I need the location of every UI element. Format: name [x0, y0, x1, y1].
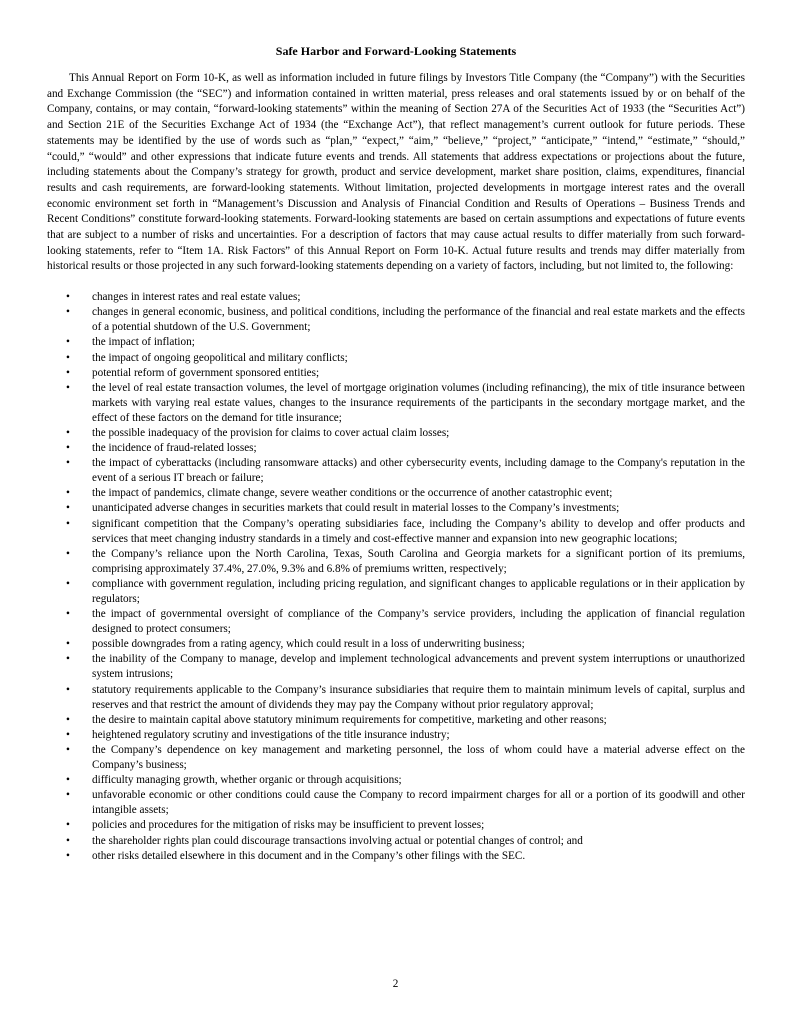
list-item	[47, 441, 745, 456]
list-item-text: the level of real estate transaction volumes, the level of mortgage origination volumes (including refinancing), the mix of title insurance between markets with varying real estate values, changes to the insurance requirements of the participants in the secondary mortgage market, and the effect of these factors on the demand for title insurance;	[92, 381, 745, 424]
bullet-icon: •	[66, 291, 70, 304]
list-item	[47, 683, 745, 713]
bullet-icon: •	[66, 713, 70, 726]
list-item	[47, 849, 745, 864]
list-item-text: changes in general economic, business, and political conditions, including the performance of the financial and real estate markets and the effects of a potential shutdown of the U.S. Government;	[92, 306, 745, 334]
document-page	[47, 43, 745, 864]
list-item-text: the incidence of fraud-related losses;	[92, 442, 257, 455]
list-item	[47, 290, 745, 305]
list-item-text: heightened regulatory scrutiny and investigations of the title insurance industry;	[92, 728, 450, 741]
bullet-icon: •	[66, 487, 70, 500]
list-item-text: the Company’s dependence on key management and marketing personnel, the loss of whom could have a material adverse effect on the Company’s business;	[92, 743, 745, 772]
list-item-text: significant competition that the Company’s operating subsidiaries face, including the Company’s ability to develop and offer products and services that meet changing industry standards in a timely and cost-effective manner and expansion into new geographic locations;	[92, 517, 745, 545]
list-item	[47, 834, 745, 849]
bullet-icon: •	[66, 426, 70, 439]
section-title: Safe Harbor and Forward-Looking Statements	[275, 44, 517, 58]
intro-paragraph: This Annual Report on Form 10-K, as well as information included in future filings by Investors Title Company (the “Company”) with the Securities and Exchange Commission (the “SEC”) and information contained in written material, press releases and oral statements issued by or on behalf of the Company, contains, or may contain, “forward-looking statements” within the meaning of Section 27A of the Securities Act of 1933 (the “Securities Act”) and Section 21E of the Securities Exchange Act of 1934 (the “Exchange Act”), that reflect management’s current outlook for future periods. These statements may be identified by the use of words such as “plan,” “expect,” “aim,” “believe,” “project,” “anticipate,” “intend,” “estimate,” “should,” “could,” “would” and other expressions that indicate future events and trends. All statements that address expectations or projections about the future, including statements about the Company’s strategy for growth, product and service development, market share position, claims, expenditures, financial results and cash requirements, are forward-looking statements. Without limitation, projected developments in mortgage interest rates and the overall economic environment set forth in “Management’s Discussion and Analysis of Financial Condition and Results of Operations – Business Trends and Recent Conditions” constitute forward-looking statements. Forward-looking statements are based on certain assumptions and expectations of future events that are subject to a number of risks and uncertainties. For a description of factors that may cause actual results to differ materially from such forward-looking statements, refer to “Item 1A. Risk Factors” of this Annual Report on Form 10-K. Actual future results and trends may differ materially from historical results or those projected in any such forward-looking statements depending on a variety of factors, including, but not limited to, the following:	[47, 72, 745, 273]
list-item-text: unfavorable economic or other conditions could cause the Company to record impairment charges for all or a portion of its goodwill and other intangible assets;	[92, 789, 745, 817]
bullet-icon: •	[66, 743, 70, 756]
bullet-icon: •	[66, 849, 70, 862]
list-item-text: the impact of governmental oversight of compliance of the Company’s service providers, including the application of financial regulation designed to protect consumers;	[92, 608, 745, 636]
list-item	[47, 728, 745, 743]
list-item-text: possible downgrades from a rating agency, which could result in a loss of underwriting business;	[92, 638, 525, 651]
list-item	[47, 607, 745, 637]
risk-factor-list	[47, 290, 745, 864]
list-item	[47, 366, 745, 381]
bullet-icon: •	[66, 608, 70, 621]
list-item-text: unanticipated adverse changes in securities markets that could result in material losses to the Company’s investments;	[92, 502, 620, 515]
list-item-text: the impact of ongoing geopolitical and military conflicts;	[92, 351, 348, 364]
bullet-icon: •	[66, 517, 70, 530]
list-item-text: the desire to maintain capital above statutory minimum requirements for competitive, marketing and other reasons;	[92, 713, 607, 726]
list-item-text: the impact of inflation;	[92, 336, 195, 349]
list-item-text: compliance with government regulation, including pricing regulation, and significant changes to applicable regulations or in their application by regulators;	[92, 577, 745, 606]
list-item	[47, 456, 745, 486]
list-item	[47, 652, 745, 682]
list-item	[47, 637, 745, 652]
list-item-text: the shareholder rights plan could discourage transactions involving actual or potential changes of control; and	[92, 834, 583, 847]
list-item-text: the Company’s reliance upon the North Carolina, Texas, South Carolina and Georgia markets for a significant portion of its premiums, comprising approximately 37.4%, 27.0%, 9.3% and 6.8% of premiums written, respectively;	[92, 547, 745, 575]
bullet-icon: •	[66, 653, 70, 666]
list-item	[47, 426, 745, 441]
list-item	[47, 773, 745, 788]
list-item	[47, 486, 745, 501]
page-number: 2	[392, 978, 399, 990]
bullet-icon: •	[66, 442, 70, 455]
bullet-icon: •	[66, 502, 70, 515]
bullet-icon: •	[66, 381, 70, 394]
list-item-text: the inability of the Company to manage, develop and implement technological advancements and prevent system interruptions or unauthorized system intrusions;	[92, 653, 745, 681]
bullet-icon: •	[66, 638, 70, 651]
bullet-icon: •	[66, 336, 70, 349]
list-item	[47, 713, 745, 728]
bullet-icon: •	[66, 834, 70, 847]
list-item	[47, 501, 745, 516]
list-item	[47, 818, 745, 833]
bullet-icon: •	[66, 306, 70, 319]
list-item	[47, 577, 745, 607]
bullet-icon: •	[66, 547, 70, 560]
list-item	[47, 547, 745, 577]
bullet-icon: •	[66, 351, 70, 364]
list-item	[47, 351, 745, 366]
bullet-icon: •	[66, 366, 70, 379]
list-item-text: changes in interest rates and real estate values;	[92, 291, 301, 304]
bullet-icon: •	[66, 819, 70, 832]
list-item-text: the possible inadequacy of the provision for claims to cover actual claim losses;	[92, 426, 450, 439]
list-item-text: potential reform of government sponsored entities;	[92, 366, 320, 379]
list-item-text: policies and procedures for the mitigation of risks may be insufficient to prevent losses;	[92, 819, 485, 832]
list-item-text: other risks detailed elsewhere in this document and in the Company’s other filings with the SEC.	[92, 849, 526, 862]
list-item	[47, 381, 745, 426]
list-item-text: difficulty managing growth, whether organic or through acquisitions;	[92, 774, 402, 787]
list-item-text: the impact of pandemics, climate change, severe weather conditions or the occurrence of another catastrophic event;	[92, 487, 613, 500]
list-item	[47, 335, 745, 350]
list-item	[47, 517, 745, 547]
bullet-icon: •	[66, 728, 70, 741]
list-item	[47, 305, 745, 335]
list-item-text: statutory requirements applicable to the Company’s insurance subsidiaries that require them to maintain minimum levels of capital, surplus and reserves and that restrict the amount of dividends they may pay the Company without prior regulatory approval;	[92, 683, 745, 711]
list-item-text: the impact of cyberattacks (including ransomware attacks) and other cybersecurity events, including damage to the Company's reputation in the event of a serious IT breach or failure;	[92, 457, 745, 485]
bullet-icon: •	[66, 683, 70, 696]
bullet-icon: •	[66, 774, 70, 787]
list-item	[47, 788, 745, 818]
list-item	[47, 743, 745, 773]
bullet-icon: •	[66, 457, 70, 470]
bullet-icon: •	[66, 577, 70, 590]
bullet-icon: •	[66, 789, 70, 802]
